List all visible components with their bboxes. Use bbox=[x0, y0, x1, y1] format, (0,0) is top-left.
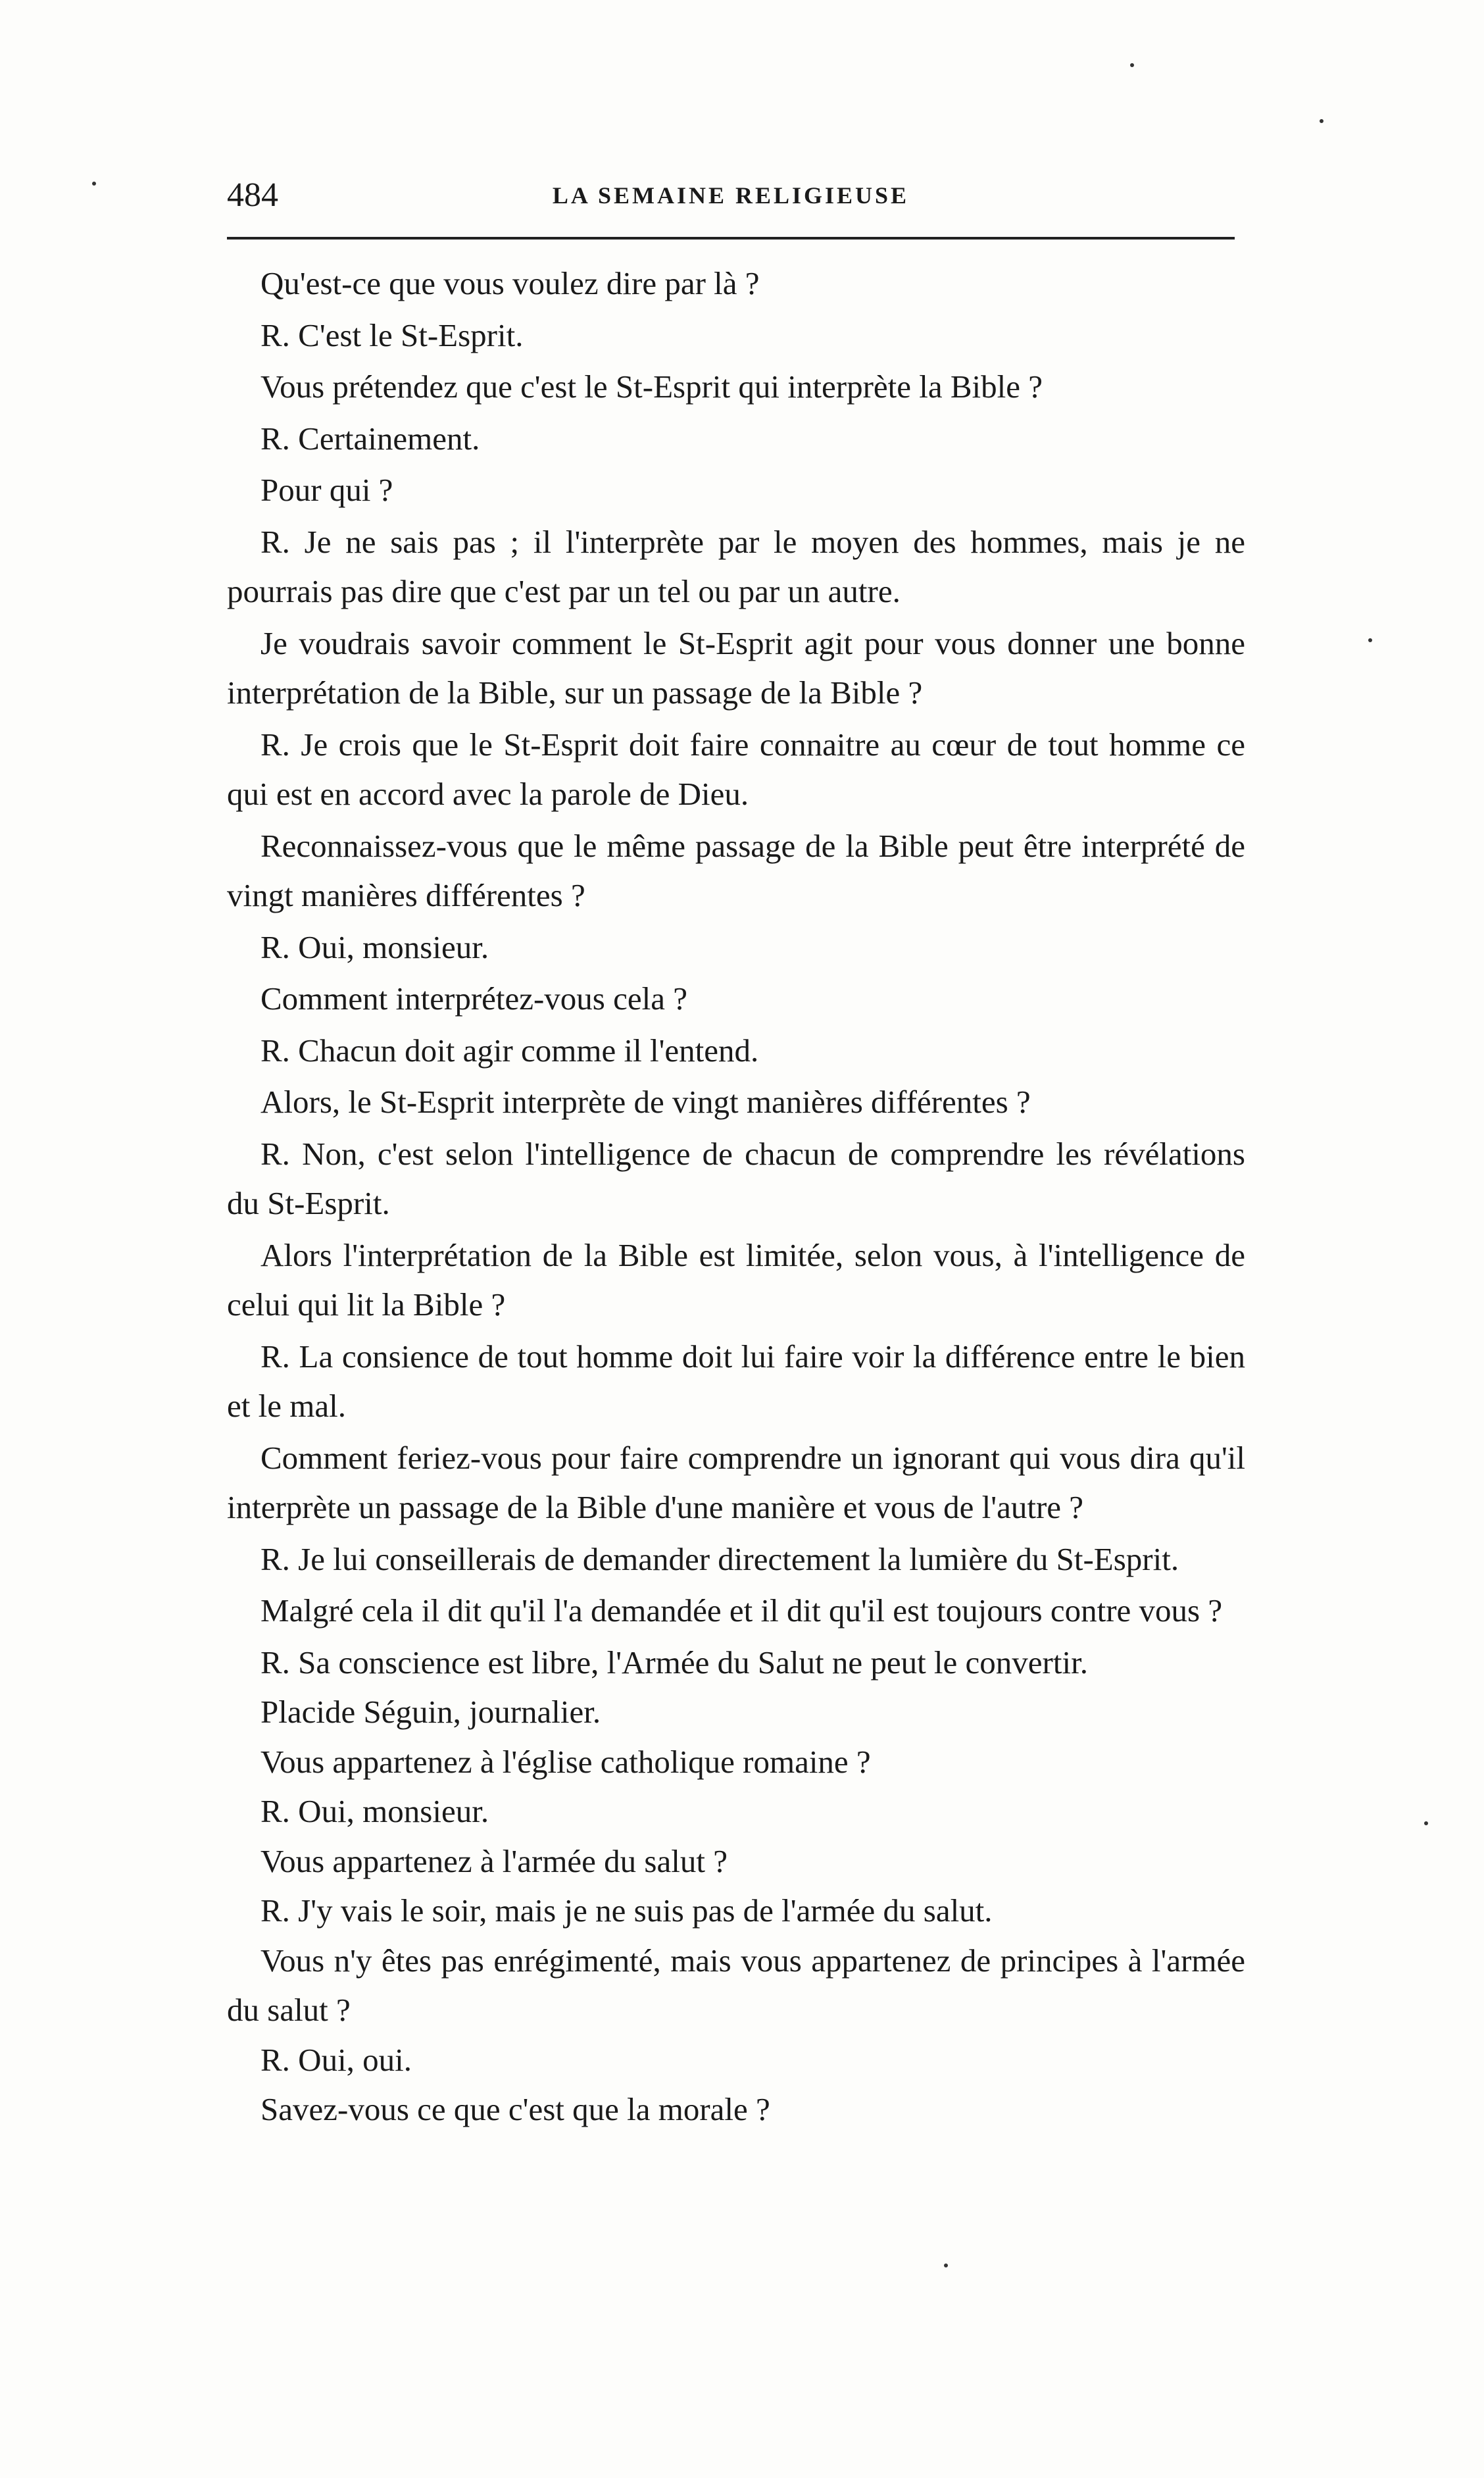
scan-speck bbox=[1320, 119, 1323, 123]
paragraph: Reconnaissez-vous que le même passage de la Bible peut être interprété de vingt manières différentes ? bbox=[227, 827, 1245, 913]
paragraph: R. Non, c'est selon l'intelligence de chacun de comprendre les révélations du St-Esprit. bbox=[227, 1135, 1245, 1221]
header-rule bbox=[227, 237, 1235, 240]
scan-speck bbox=[1424, 1821, 1428, 1825]
paragraph: R. Oui, monsieur. bbox=[260, 928, 489, 965]
scan-speck bbox=[944, 2263, 948, 2267]
paragraph: R. Chacun doit agir comme il l'entend. bbox=[260, 1032, 759, 1069]
paragraph: R. Je lui conseillerais de demander directement la lumière du St-Esprit. bbox=[260, 1540, 1179, 1577]
paragraph: R. Je ne sais pas ; il l'interprète par le moyen des hommes, mais je ne pourrais pas dire que c'est par un tel ou par un autre. bbox=[227, 523, 1245, 609]
paragraph: Vous n'y êtes pas enrégimenté, mais vous appartenez de principes à l'armée du salut ? bbox=[227, 1942, 1245, 2028]
paragraph: Comment interprétez-vous cela ? bbox=[260, 980, 687, 1017]
paragraph: Alors l'interprétation de la Bible est limitée, selon vous, à l'intelligence de celui qui lit la Bible ? bbox=[227, 1236, 1245, 1323]
paragraph: R. Certainement. bbox=[260, 420, 480, 457]
scan-speck bbox=[1368, 638, 1372, 642]
scan-speck bbox=[92, 182, 96, 186]
paragraph: Vous appartenez à l'église catholique romaine ? bbox=[260, 1743, 871, 1780]
page-number: 484 bbox=[227, 176, 278, 214]
paragraph: R. Je crois que le St-Esprit doit faire connaitre au cœur de tout homme ce qui est en accord avec la parole de Dieu. bbox=[227, 726, 1245, 812]
paragraph: Placide Séguin, journalier. bbox=[260, 1694, 601, 1730]
paragraph: Alors, le St-Esprit interprète de vingt manières différentes ? bbox=[260, 1084, 1031, 1120]
paragraph: Comment feriez-vous pour faire comprendre un ignorant qui vous dira qu'il interprète un passage de la Bible d'une manière et vous de l'autre ? bbox=[227, 1439, 1245, 1525]
body-text bbox=[227, 259, 1245, 2135]
paragraph: Pour qui ? bbox=[260, 472, 393, 508]
page-header bbox=[227, 172, 1235, 218]
paragraph: Je voudrais savoir comment le St-Esprit agit pour vous donner une bonne interprétation de la Bible, sur un passage de la Bible ? bbox=[227, 624, 1245, 711]
paragraph: Vous appartenez à l'armée du salut ? bbox=[260, 1842, 728, 1879]
scan-speck bbox=[1130, 63, 1134, 67]
paragraph: Savez-vous ce que c'est que la morale ? bbox=[260, 2091, 770, 2127]
paragraph: R. C'est le St-Esprit. bbox=[260, 316, 524, 353]
paragraph: R. Sa conscience est libre, l'Armée du Salut ne peut le convertir. bbox=[260, 1644, 1088, 1681]
paragraph: Vous prétendez que c'est le St-Esprit qui interprète la Bible ? bbox=[260, 368, 1043, 405]
paragraph: R. Oui, monsieur. bbox=[260, 1793, 489, 1829]
paragraph: R. Oui, oui. bbox=[260, 2041, 412, 2078]
paragraph: R. La consience de tout homme doit lui faire voir la différence entre le bien et le mal. bbox=[227, 1338, 1245, 1424]
paragraph: R. J'y vais le soir, mais je ne suis pas de l'armée du salut. bbox=[260, 1892, 993, 1929]
paragraph: Qu'est-ce que vous voulez dire par là ? bbox=[260, 265, 760, 301]
paragraph: Malgré cela il dit qu'il l'a demandée et il dit qu'il est toujours contre vous ? bbox=[260, 1592, 1223, 1629]
running-title: LA SEMAINE RELIGIEUSE bbox=[552, 182, 910, 209]
